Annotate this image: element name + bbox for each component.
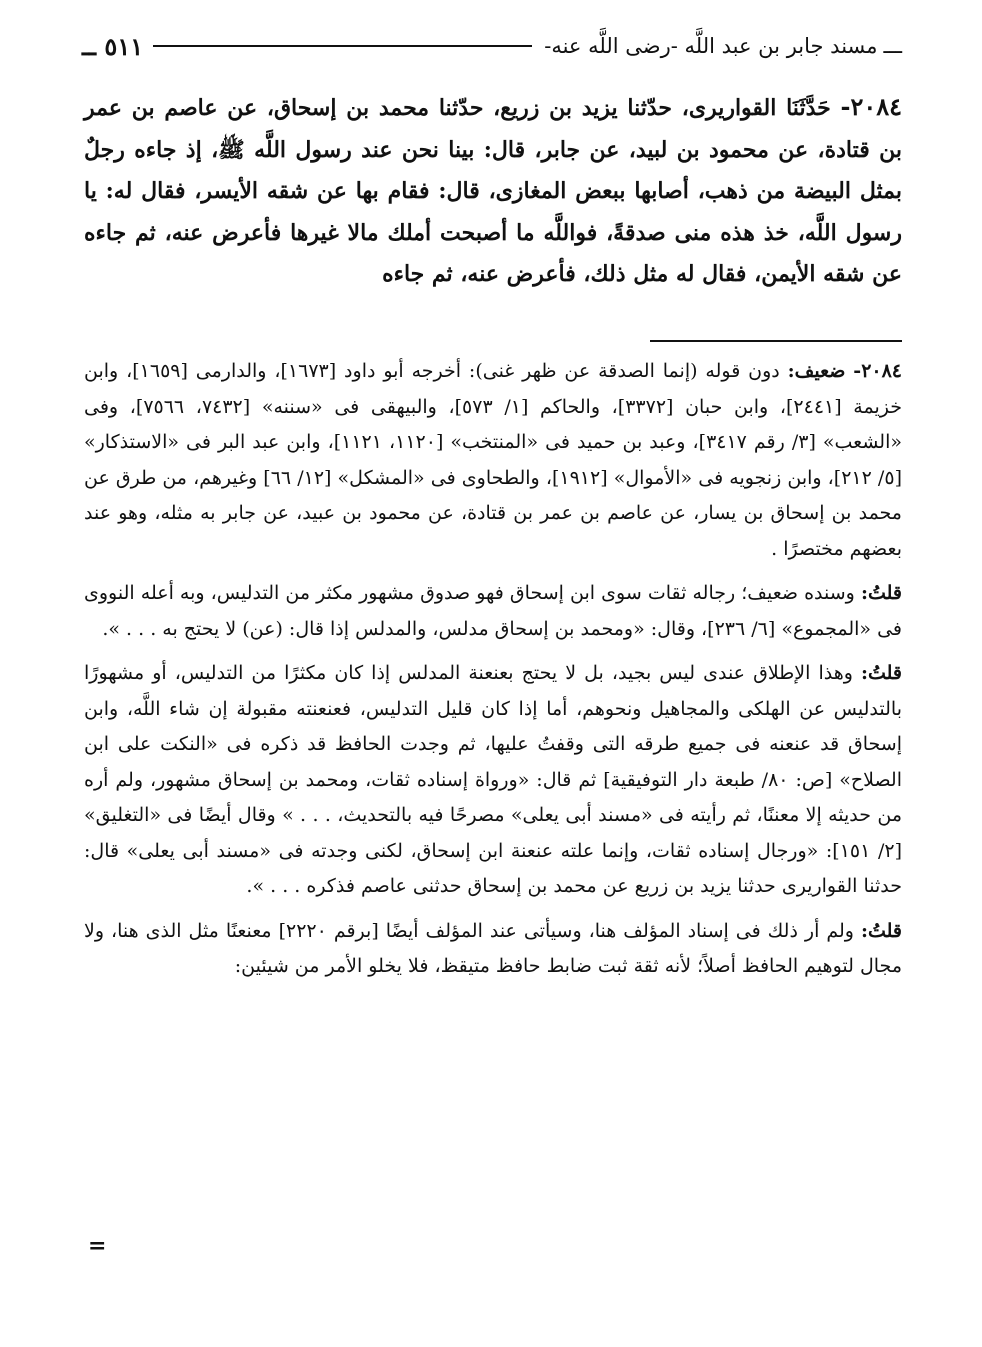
footnote-comment — [84, 914, 902, 985]
footnote-comment — [84, 656, 902, 905]
comment-text: وسنده ضعيف؛ رجاله ثقات سوى ابن إسحاق فهو صدوق مشهور مكثر من التدليس، وبه أعله النووى فى «المجموع» [٦/ ٢٣٦]، وقال: «ومحمد بن إسحاق مدلس، والمدلس إذا قال: (عن) لا يحتج به . . . ». — [84, 582, 902, 640]
footnote-takhrij — [84, 354, 902, 567]
hadith-text — [84, 86, 902, 296]
header-dash: ـــ — [883, 34, 902, 58]
comment-lead: قلتُ: — [860, 919, 902, 942]
comment-lead: قلتُ: — [860, 582, 902, 604]
comment-text: وهذا الإطلاق عندى ليس بجيد، بل لا يحتج بعنعنة المدلس إذا كان مكثرًا من التدليس، أو مشهورًا بالتدليس عن الهلكى والمجاهيل ونحوهم، أما إذا كان قليل التدليس، فعنعنته مقبولة إن شاء اللَّه، وابن إسحاق قد عنعنه فى جميع طرقه التى وقفتُ عليها، ثم وجدت الحافظ قد ذكره فى «النكت على ابن الصلاح» [ص: ٨٠/ طبعة دار التوفيقية] ثم قال: «ورواة إسناده ثقات، ومحمد بن إسحاق مشهور، ولم أره من حديثه إلا معننًا، ثم رأيته فى «مسند أبى يعلى» مصرحًا فيه بالتحديث، . . . » وقال أيضًا فى «التغليق» [٢/ ١٥١]: «ورجال إسناده ثقات، وإنما علته عنعنة ابن إسحاق، لكنى وجدته فى «مسند أبى يعلى» قال: حدثنا القواريرى حدثنا يزيد بن زريع عن محمد بن إسحاق حدثنى عاصم فذكره . . . ». — [84, 662, 902, 897]
footnote-separator — [650, 340, 902, 342]
hadith-body: حَدَّثَنَا القواريرى، حدّثنا يزيد بن زريع، حدّثنا محمد بن إسحاق، عن عاصم بن عمر بن قتادة، عن محمود بن لبيد، عن جابر، قال: بينا نحن عند رسول اللَّه ﷺ، إذ جاءه رجلٌ بمثل البيضة من ذهب، أصابها ببعض المغازى، قال: فقام بها عن شقه الأيسر، فقال له: يا رسول اللَّه، خذ هذه منى صدقةً، فواللَّه ما أصبحت أملك مالا غيرها فأعرض عنه، ثم جاءه عن شقه الأيمن، فقال له مثل ذلك، فأعرض عنه، ثم جاءه — [84, 95, 902, 287]
hadith-number: ٢٠٨٤- — [840, 92, 902, 121]
continuation-mark: = — [88, 1233, 107, 1259]
footnote-text: دون قوله (إنما الصدقة عن ظهر غنى): أخرجه أبو داود [١٦٧٣]، والدارمى [١٦٥٩]، وابن خزيمة [٢٤٤١]، وابن حبان [٣٣٧٢]، والحاكم [١/ ٥٧٣]، والبيهقى فى «سننه» [٧٤٣٢، ٧٥٦٦]، وفى «الشعب» [٣/ رقم ٣٤١٧]، وعبد بن حميد فى «المنتخب» [١١٢٠، ١١٢١]، وابن عبد البر فى «الاستذكار» [٥/ ٢١٢]، وابن زنجويه فى «الأموال» [١٩١٢]، والطحاوى فى «المشكل» [١٢/ ٦٦] وغيرهم، من طرق عن محمد بن إسحاق بن يسار، عن عاصم بن عمر بن قتادة، عن محمود بن عبيد، عن جابر به مثله، وهو عند بعضهم مختصرًا . — [84, 360, 902, 560]
footnotes — [84, 354, 902, 994]
comment-text: ولم أر ذلك فى إسناد المؤلف هنا، وسيأتى عند المؤلف أيضًا [برقم ٢٢٢٠] معنعنًا مثل الذى هنا، ولا مجال لتوهيم الحافظ أصلاً؛ لأنه ثقة ثبت ضابط حافظ متيقظ، فلا يخلو الأمر من شيئين: — [84, 919, 902, 977]
running-header — [82, 26, 902, 66]
footnote-number: ٢٠٨٤- — [853, 360, 903, 382]
page-number: ٥١١ ــ — [82, 31, 144, 61]
footnote-comment — [84, 576, 902, 647]
header-title: مسند جابر بن عبد اللَّه -رضى اللَّه عنه- — [544, 34, 878, 58]
header-rule — [153, 45, 532, 47]
footnote-grade: ضعيف: — [787, 360, 846, 382]
comment-lead: قلتُ: — [860, 662, 902, 684]
